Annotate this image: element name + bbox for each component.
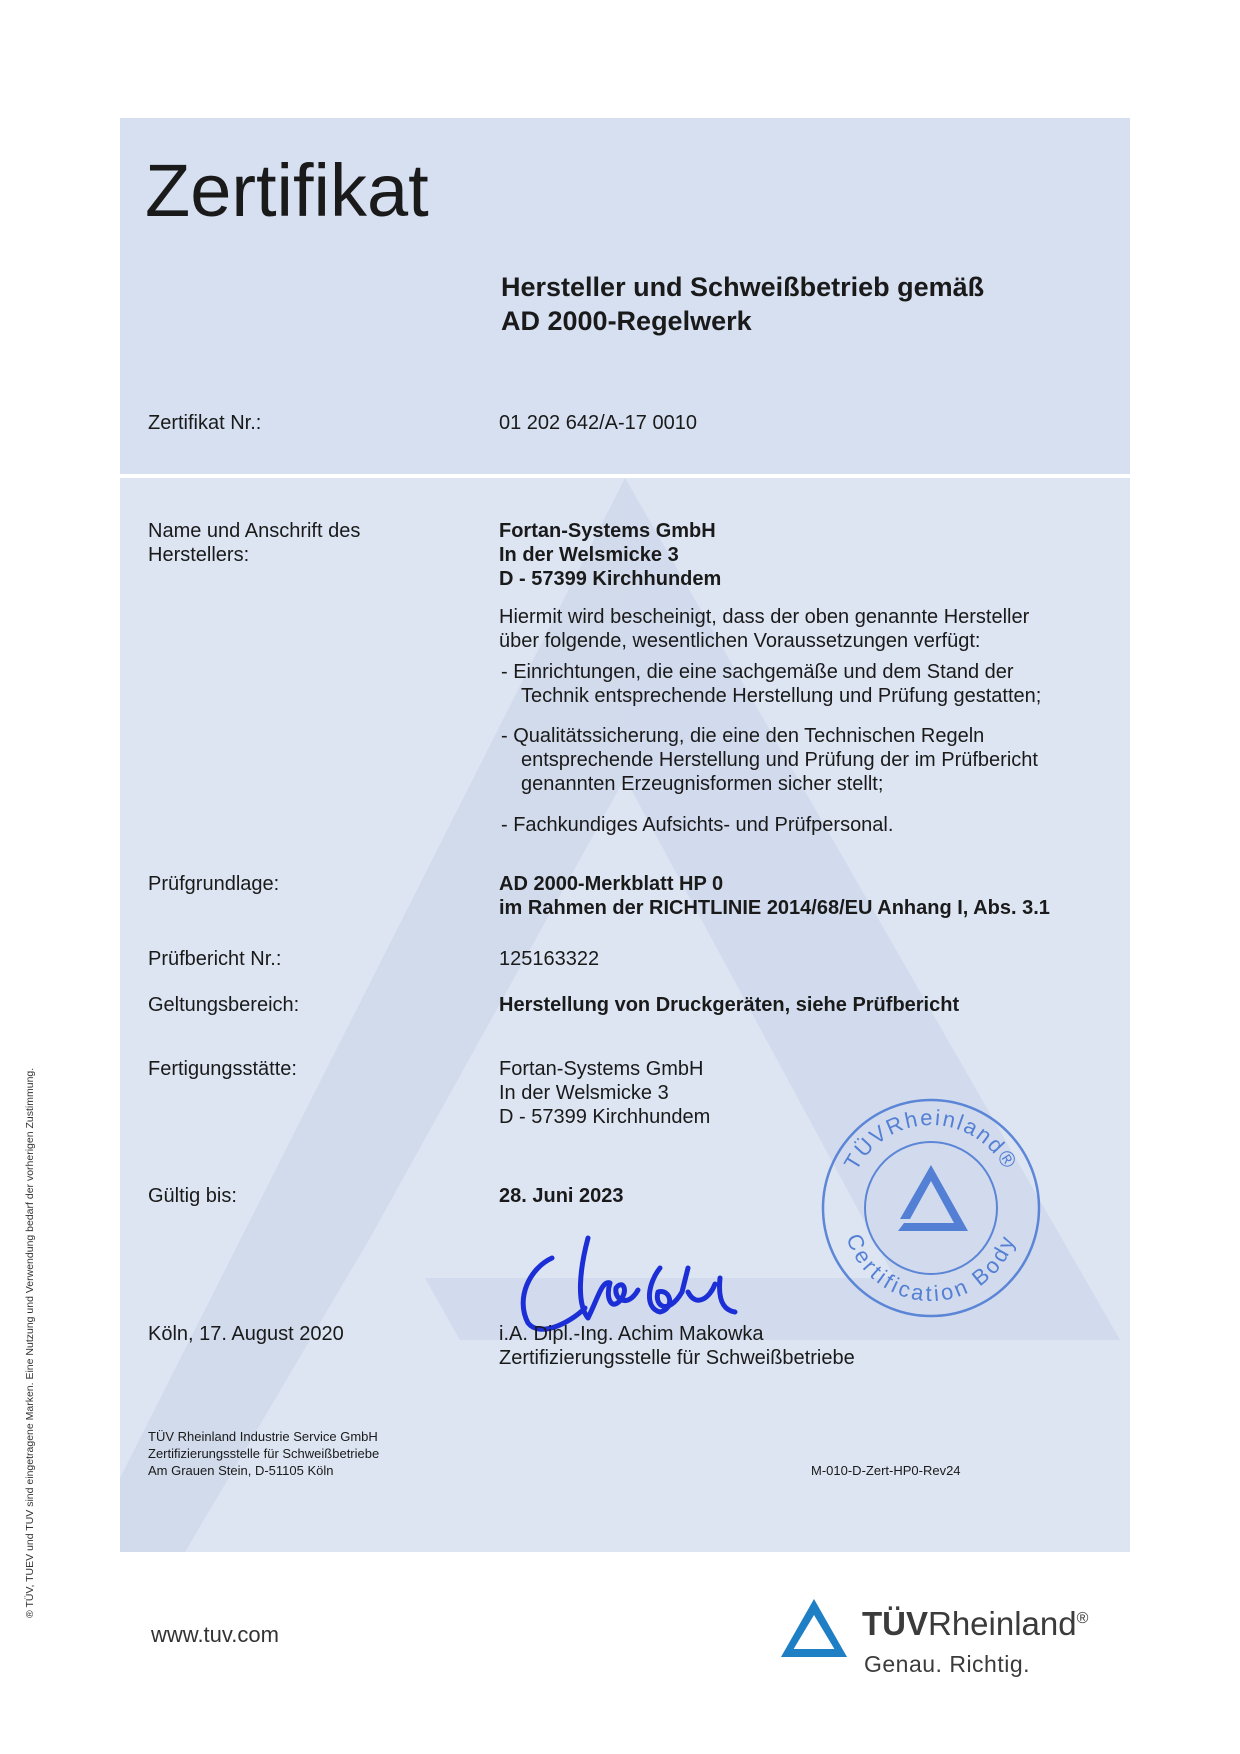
report-number-value: 125163322: [499, 948, 600, 970]
requirement-item: - Qualitätssicherung, die eine den Technischen Regeln entsprechende Herstellung und Prüfung der im Prüfbericht genannten Erzeugnisformen sicher stellt;: [501, 725, 1038, 795]
tuv-claim: Genau. Richtig.: [864, 1651, 1031, 1677]
certification-stamp: [818, 1095, 1044, 1321]
scope-value: Herstellung von Druckgeräten, siehe Prüfbericht: [499, 994, 960, 1016]
svg-text:TÜVRheinland®: TÜVRheinland®: [838, 1104, 1024, 1175]
cert-number-value: 01 202 642/A-17 0010: [499, 412, 697, 434]
production-site-label: Fertigungsstätte:: [148, 1058, 297, 1080]
production-site-address: Fortan-Systems GmbH In der Welsmicke 3 D - 57399 Kirchhundem: [499, 1058, 711, 1128]
issuer-address: TÜV Rheinland Industrie Service GmbH Zertifizierungsstelle für Schweißbetriebe Am Grauen Stein, D-51105 Köln: [148, 1429, 380, 1478]
manufacturer-address: [499, 519, 721, 591]
requirement-item: - Einrichtungen, die eine sachgemäße und dem Stand der Technik entsprechende Herstellung und Prüfung gestatten;: [501, 661, 1042, 707]
test-basis-label: Prüfgrundlage:: [148, 873, 280, 895]
scope-label: Geltungsbereich:: [148, 994, 300, 1016]
signatory: [499, 1322, 855, 1370]
test-basis-value: AD 2000-Merkblatt HP 0 im Rahmen der RICHTLINIE 2014/68/EU Anhang I, Abs. 3.1: [499, 873, 1050, 919]
signatory-office: Zertifizierungsstelle für Schweißbetriebe: [499, 1347, 855, 1369]
trademark-note: ® TÜV, TUEV und TUV sind eingetragene Marken. Eine Nutzung und Verwendung bedarf der vorherigen Zustimmung.: [24, 1067, 36, 1618]
requirement-item: - Fachkundiges Aufsichts- und Prüfpersonal.: [501, 814, 894, 836]
form-code: M-010-D-Zert-HP0-Rev24: [811, 1463, 961, 1478]
valid-until-label: Gültig bis:: [148, 1185, 237, 1207]
manufacturer-city: D - 57399 Kirchhundem: [499, 568, 722, 590]
tuv-brand-name: TÜVRheinland®: [862, 1605, 1089, 1642]
cert-number-label: Zertifikat Nr.:: [148, 412, 262, 434]
manufacturer-label: Name und Anschrift des Herstellers:: [148, 520, 361, 566]
valid-until-value: 28. Juni 2023: [499, 1185, 624, 1207]
certification-statement: Hiermit wird bescheinigt, dass der oben genannte Hersteller über folgende, wesentlichen Voraussetzungen verfügt:: [499, 606, 1030, 652]
svg-text:Certification Body: Certification Body: [841, 1230, 1021, 1307]
certificate-subtitle: Hersteller und Schweißbetrieb gemäß AD 2000-Regelwerk: [501, 272, 985, 336]
tuv-logo-icon: [779, 1597, 849, 1659]
place-date: Köln, 17. August 2020: [148, 1323, 344, 1345]
manufacturer-street: In der Welsmicke 3: [499, 544, 679, 566]
manufacturer-name: Fortan-Systems GmbH: [499, 520, 716, 542]
report-number-label: Prüfbericht Nr.:: [148, 948, 282, 970]
certificate-title: Zertifikat: [145, 149, 429, 232]
website-link[interactable]: www.tuv.com: [151, 1622, 279, 1647]
signatory-name: i.A. Dipl.-Ing. Achim Makowka: [499, 1323, 764, 1345]
